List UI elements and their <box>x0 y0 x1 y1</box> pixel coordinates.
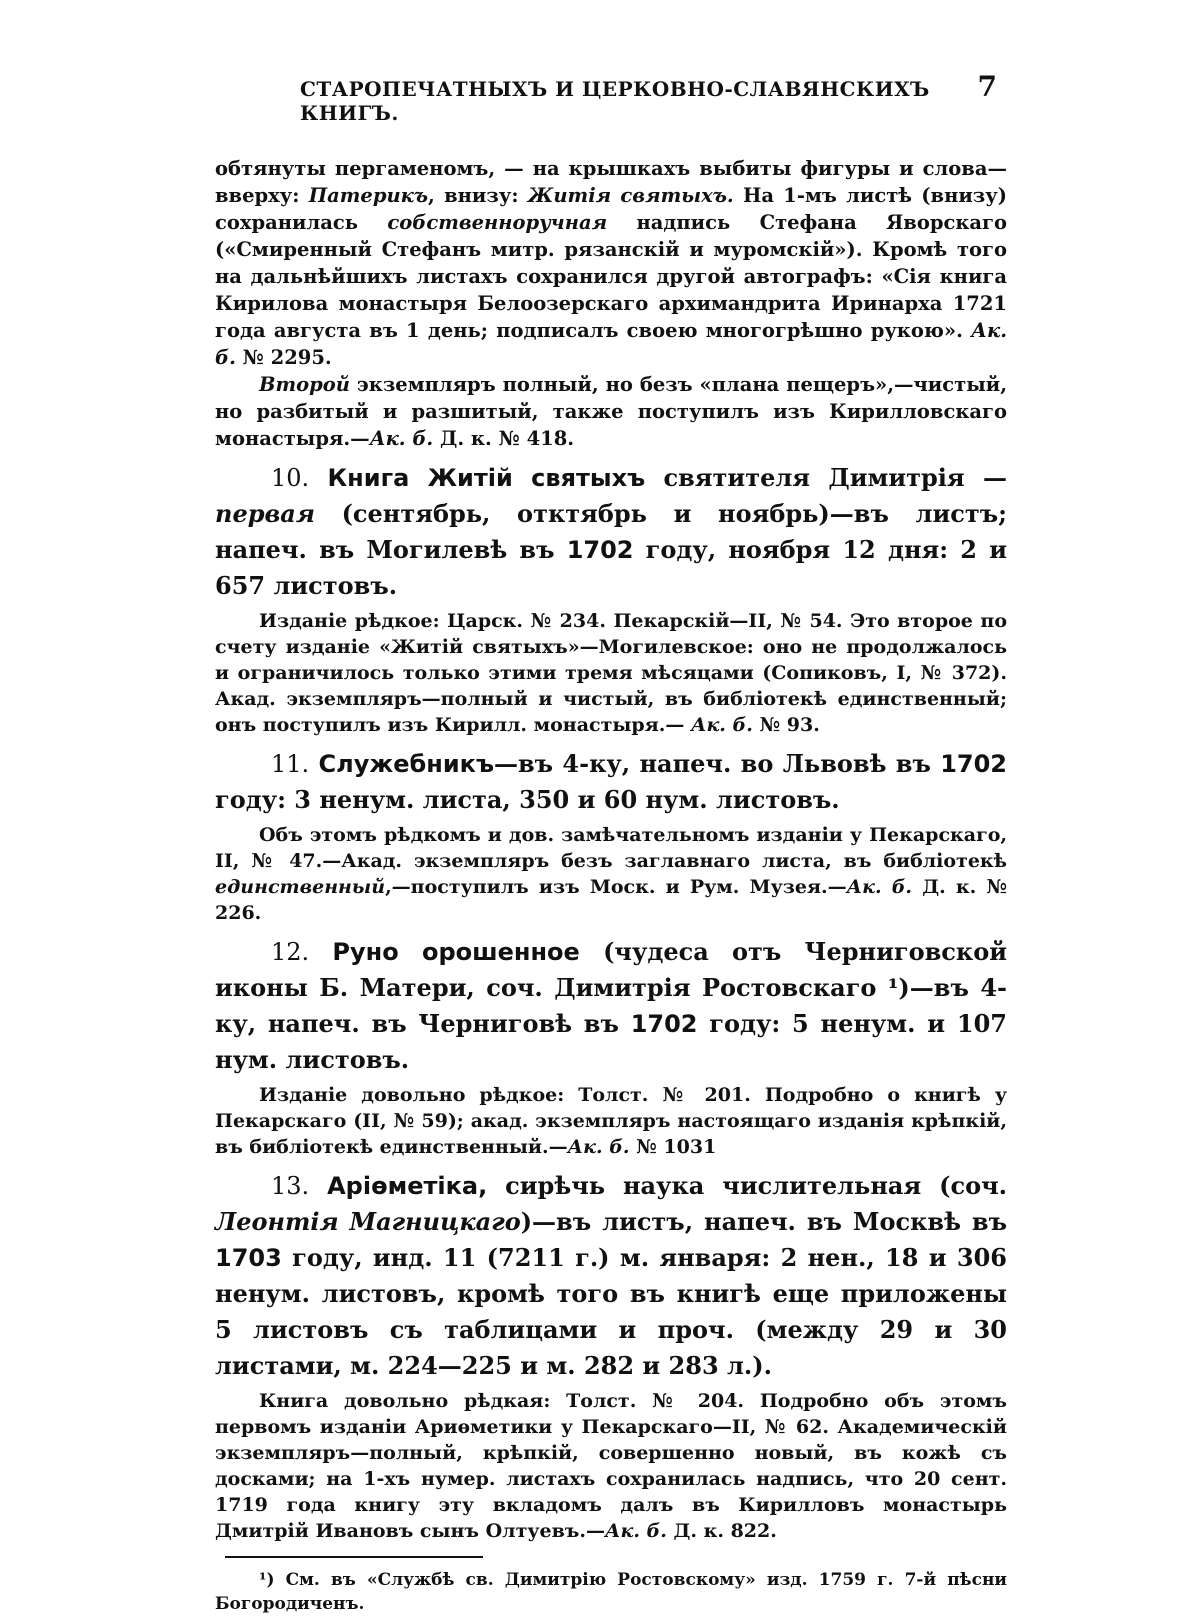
entry-10-note: Изданіе рѣдкое: Царск. № 234. Пекарскій—II, № 54. Это второе по счету изданіе «Житій святыхъ»—Могилевское: оно не продолжалось и ограничилось только этими тремя мѣсяцами (Сопиковъ, I, № 372). Акад. экземпляръ—полный и чистый, въ библіотекѣ единственный; онъ поступилъ изъ Кирилл. монастыря.— Ак. б. № 93. <box>215 610 1007 736</box>
page-header <box>215 70 1007 125</box>
running-title: СТАРОПЕЧАТНЫХЪ И ЦЕРКОВНО-СЛАВЯНСКИХЪ КНИГЪ. <box>300 77 930 125</box>
entry-title: Книга Житій святыхъ <box>327 464 646 492</box>
page-number: 7 <box>977 70 997 103</box>
entry-year: 1702 <box>566 536 634 564</box>
entry-10: 10. Книга Житій святыхъ святителя Димитрія — первая (сентябрь, отктябрь и ноябрь)—въ листъ; напеч. въ Могилевѣ въ 1702 году, ноября 12 дня: 2 и 657 листовъ. <box>215 463 1008 600</box>
entry-title: Служебникъ <box>318 750 494 778</box>
intro-paragraph-1: обтянуты пергаменомъ, — на крышкахъ выбиты фигуры и слова— вверху: Патерикъ, внизу: Житія святыхъ. На 1-мъ листѣ (внизу) сохранилась собственноручная надпись Стефана Яворскаго («Смиренный Стефанъ митр. рязанскій и муромскій»). Кромѣ того на дальнѣйшихъ листахъ сохранился другой автографъ: «Сія книга Кирилова монастыря Белоозерскаго архимандрита Иринарха 1721 года августа въ 1 день; подписалъ своею многогрѣшно рукою». Ак. б. № 2295. <box>215 157 1008 369</box>
entry-13-note: Книга довольно рѣдкая: Толст. № 204. Подробно объ этомъ первомъ изданіи Ариѳметики у Пекарскаго—II, № 62. Академическій экземпляръ—полный, крѣпкій, совершенно новый, въ кожѣ съ досками; на 1-хъ нумер. листахъ сохранилась надпись, что 20 сент. 1719 года книгу эту вкладомъ далъ въ Кирилловъ монастырь Дмитрій Ивановъ сынъ Олтуевъ.—Ак. б. Д. к. 822. <box>215 1390 1007 1542</box>
intro-paragraph-2: Второй экземпляръ полный, но безъ «плана пещеръ»,—чистый, но разбитый и разшитый, также поступилъ изъ Кирилловскаго монастыря.—Ак. б. Д. к. № 418. <box>215 373 1007 450</box>
entry-11-note: Объ этомъ рѣдкомъ и дов. замѣчательномъ изданіи у Пекарскаго, II, № 47.—Акад. экземпляръ безъ заглавнаго листа, въ библіотекѣ единственный,—поступилъ изъ Моск. и Рум. Музея.—Ак. б. Д. к. № 226. <box>215 824 1007 924</box>
entry-year: 1702 <box>940 750 1007 778</box>
entry-title: Аріѳметіка, <box>327 1172 488 1200</box>
entry-13: 13. Аріѳметіка, сирѣчь наука числительная (соч. Леонтія Магницкаго)—въ листъ, напеч. въ Москвѣ въ 1703 году, инд. 11 (7211 г.) м. января: 2 нен., 18 и 306 ненум. листовъ, кромѣ того въ книгѣ еще приложены 5 листовъ съ таблицами и проч. (между 29 и 30 листами, м. 224—225 и м. 282 и 283 л.). <box>215 1171 1008 1380</box>
entry-12-note: Изданіе довольно рѣдкое: Толст. № 201. Подробно о книгѣ у Пекарскаго (II, № 59); акад. экземпляръ настоящаго изданія крѣпкій, въ библіотекѣ единственный.—Ак. б. № 1031 <box>215 1084 1007 1158</box>
footnote-divider <box>225 1556 483 1558</box>
entry-year: 1703 <box>215 1244 282 1272</box>
entry-12: 12. Руно орошенное (чудеса отъ Черниговской иконы Б. Матери, соч. Димитрія Ростовскаго ¹)—въ 4-ку, напеч. въ Черниговѣ въ 1702 году: 5 ненум. и 107 нум. листовъ. <box>215 937 1008 1074</box>
entry-year: 1702 <box>630 1010 698 1038</box>
entry-title: Руно орошенное <box>332 938 580 966</box>
entry-11: 11. Служебникъ—въ 4-ку, напеч. во Львовѣ въ 1702 году: 3 ненум. листа, 350 и 60 нум. листовъ. <box>215 749 1007 814</box>
footnote: ¹) См. въ «Службѣ св. Димитрію Ростовскому» изд. 1759 г. 7-й пѣсни Богородиченъ. <box>215 1570 1007 1614</box>
book-page <box>215 70 1007 1616</box>
